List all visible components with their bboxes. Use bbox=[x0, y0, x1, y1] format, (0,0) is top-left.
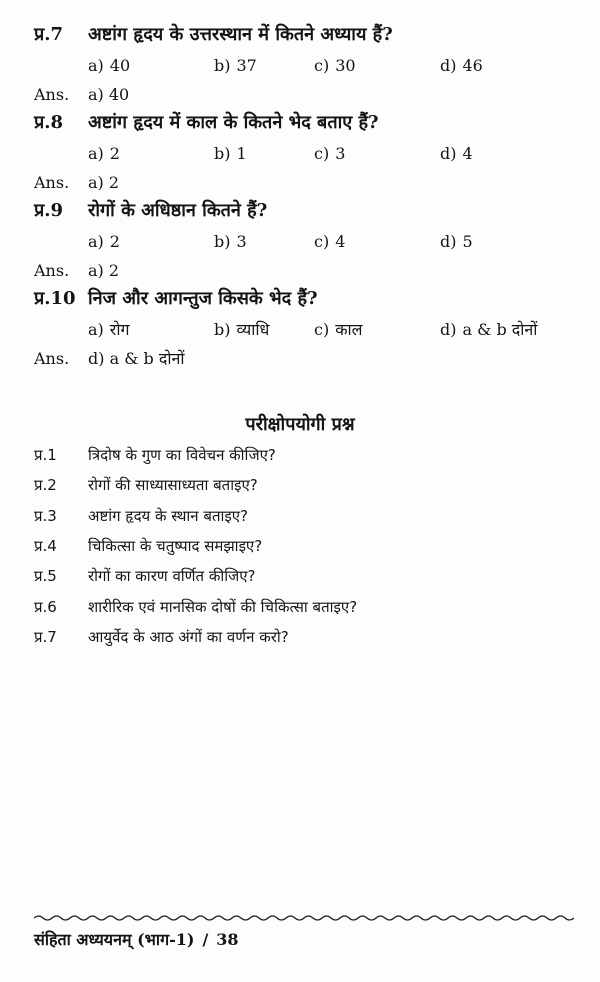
answer-line bbox=[34, 171, 574, 195]
section-heading: परीक्षोपयोगी प्रश्न bbox=[245, 414, 355, 435]
item-number: प्र.2 bbox=[34, 476, 57, 495]
item-text: त्रिदोष के गुण का विवेचन कीजिए? bbox=[88, 446, 276, 465]
question-number: प्र.9 bbox=[34, 200, 64, 221]
list-item bbox=[34, 622, 574, 652]
exam-question-list bbox=[34, 440, 574, 652]
item-text: शारीरिक एवं मानसिक दोषों की चिकित्सा बताइए? bbox=[88, 597, 358, 616]
answer-value: a) 2 bbox=[88, 261, 120, 280]
question-block bbox=[34, 198, 574, 283]
option-c: c) 4 bbox=[314, 232, 346, 251]
option-d: d) 5 bbox=[440, 232, 473, 251]
item-number: प्र.7 bbox=[34, 627, 57, 646]
option-a: a) 2 bbox=[88, 144, 120, 163]
options-row bbox=[34, 54, 574, 78]
option-d: d) 4 bbox=[440, 144, 473, 163]
list-item bbox=[34, 561, 574, 591]
question-block bbox=[34, 22, 574, 107]
option-a: a) 2 bbox=[88, 232, 120, 251]
item-number: प्र.6 bbox=[34, 597, 57, 616]
wavy-divider bbox=[34, 914, 574, 922]
option-d: d) a & b दोनों bbox=[440, 320, 538, 339]
item-number: प्र.4 bbox=[34, 537, 57, 556]
options-row bbox=[34, 142, 574, 166]
answer-value: a) 2 bbox=[88, 173, 120, 192]
book-title: संहिता अध्ययनम् (भाग-1) bbox=[34, 930, 195, 949]
question-block bbox=[34, 286, 574, 371]
option-a: a) रोग bbox=[88, 320, 130, 339]
page-footer bbox=[34, 928, 239, 950]
option-c: c) 30 bbox=[314, 56, 356, 75]
answer-line bbox=[34, 347, 574, 371]
list-item bbox=[34, 440, 574, 470]
item-text: अष्टांग हृदय के स्थान बताइए? bbox=[88, 506, 249, 525]
item-text: आयुर्वेद के आठ अंगों का वर्णन करो? bbox=[88, 627, 289, 646]
answer-value: a) 40 bbox=[88, 85, 130, 104]
options-row bbox=[34, 230, 574, 254]
footer-separator: / bbox=[202, 930, 209, 949]
answer-line bbox=[34, 259, 574, 283]
item-number: प्र.1 bbox=[34, 446, 57, 465]
answer-label: Ans. bbox=[34, 349, 70, 368]
list-item bbox=[34, 531, 574, 561]
option-c: c) काल bbox=[314, 320, 363, 339]
item-text: रोगों का कारण वर्णित कीजिए? bbox=[88, 567, 256, 586]
answer-label: Ans. bbox=[34, 173, 70, 192]
question-number: प्र.7 bbox=[34, 24, 64, 45]
list-item bbox=[34, 591, 574, 621]
option-d: d) 46 bbox=[440, 56, 483, 75]
answer-value: d) a & b दोनों bbox=[88, 349, 185, 368]
question-text: अष्टांग हृदय के उत्तरस्थान में कितने अध्याय हैं? bbox=[88, 24, 393, 45]
options-row bbox=[34, 318, 574, 342]
item-number: प्र.3 bbox=[34, 506, 57, 525]
option-b: b) 3 bbox=[214, 232, 247, 251]
option-b: b) व्याधि bbox=[214, 320, 270, 339]
question-text: रोगों के अधिष्ठान कितने हैं? bbox=[88, 200, 268, 221]
list-item bbox=[34, 470, 574, 500]
item-number: प्र.5 bbox=[34, 567, 57, 586]
answer-label: Ans. bbox=[34, 85, 70, 104]
answer-label: Ans. bbox=[34, 261, 70, 280]
item-text: रोगों की साध्यासाध्यता बताइए? bbox=[88, 476, 258, 495]
page-number: 38 bbox=[216, 930, 239, 949]
question-number: प्र.8 bbox=[34, 112, 64, 133]
question-text: अष्टांग हृदय में काल के कितने भेद बताए हैं? bbox=[88, 112, 379, 133]
answer-line bbox=[34, 83, 574, 107]
option-b: b) 1 bbox=[214, 144, 247, 163]
question-block bbox=[34, 110, 574, 195]
item-text: चिकित्सा के चतुष्पाद समझाइए? bbox=[88, 537, 263, 556]
list-item bbox=[34, 501, 574, 531]
option-c: c) 3 bbox=[314, 144, 346, 163]
option-b: b) 37 bbox=[214, 56, 257, 75]
question-text: निज और आगन्तुज किसके भेद हैं? bbox=[88, 288, 318, 309]
question-number: प्र.10 bbox=[34, 288, 76, 309]
option-a: a) 40 bbox=[88, 56, 131, 75]
